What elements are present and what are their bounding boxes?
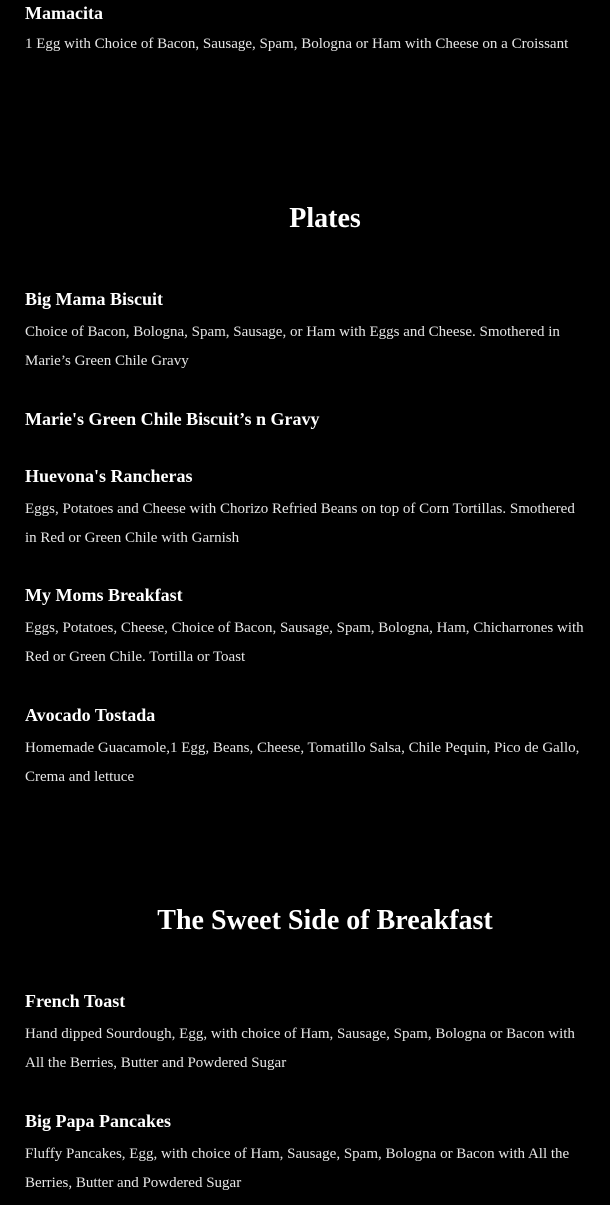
- menu-item-description: Fluffy Pancakes, Egg, with choice of Ham, Sausage, Spam, Bologna or Bacon with All the Berries, Butter and Powdered Sugar: [25, 1146, 570, 1191]
- section-heading-sweet-side: The Sweet Side of Breakfast: [157, 905, 493, 936]
- menu-item-title: Big Mama Biscuit: [25, 289, 163, 309]
- menu-item-title: Mamacita: [25, 3, 103, 23]
- menu-item-description: Eggs, Potatoes and Cheese with Chorizo Refried Beans on top of Corn Tortillas. Smothered in Red or Green Chile with Garnish: [25, 501, 575, 546]
- menu-item-title: Avocado Tostada: [25, 705, 156, 725]
- menu-item-avocado-tostada: [25, 704, 585, 792]
- menu-item-title: Marie's Green Chile Biscuit’s n Gravy: [25, 409, 320, 429]
- menu-item-mamacita: [25, 2, 585, 59]
- menu-item-huevonas-rancheras: [25, 465, 585, 553]
- menu-item-big-papa-pancakes: [25, 1110, 585, 1198]
- section-heading-plates: Plates: [289, 203, 361, 234]
- menu-item-description: Homemade Guacamole,1 Egg, Beans, Cheese, Tomatillo Salsa, Chile Pequin, Pico de Gallo, Crema and lettuce: [25, 740, 580, 785]
- menu-item-my-moms-breakfast: [25, 584, 585, 672]
- menu-item-title: Big Papa Pancakes: [25, 1111, 172, 1131]
- menu-item-title: My Moms Breakfast: [25, 585, 183, 605]
- menu-item-title: French Toast: [25, 991, 126, 1011]
- menu-item-description: 1 Egg with Choice of Bacon, Sausage, Spam, Bologna or Ham with Cheese on a Croissant: [25, 36, 569, 52]
- menu-item-description: Eggs, Potatoes, Cheese, Choice of Bacon, Sausage, Spam, Bologna, Ham, Chicharrones with Red or Green Chile. Tortilla or Toast: [25, 620, 584, 665]
- menu-item-description: Hand dipped Sourdough, Egg, with choice of Ham, Sausage, Spam, Bologna or Bacon with All the Berries, Butter and Powdered Sugar: [25, 1026, 575, 1071]
- menu-item-big-mama-biscuit: [25, 288, 585, 376]
- menu-item-description: Choice of Bacon, Bologna, Spam, Sausage, or Ham with Eggs and Cheese. Smothered in Marie’s Green Chile Gravy: [25, 324, 560, 369]
- menu-item-french-toast: [25, 990, 585, 1078]
- menu-item-title: Huevona's Rancheras: [25, 466, 193, 486]
- menu-item-green-chile-biscuits-gravy: [25, 408, 585, 430]
